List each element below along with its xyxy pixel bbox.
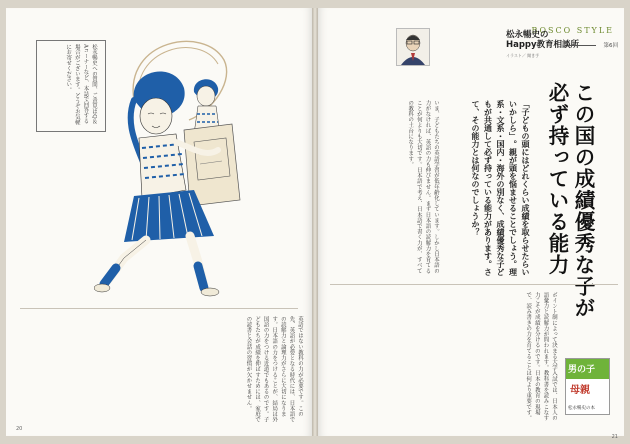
book-note: 松永暢史の本	[568, 406, 595, 411]
headline-line2: 必ず持っている能力	[545, 82, 569, 276]
body-text-right-lower: ボイント制によって決まる大学入試では、日本人の語彙力と読解力が問われます。教科書を読みこなす力こそが成績を分けるのです。日本の教育の現場で、読み書きの力を育てることは何より重要です。	[525, 292, 557, 421]
body-text-right-upper: いま、子どもたちの英語学習が低年齢化しています。しかし日本語の力がなければ、英語の力も伸びません。まず日本語の読解力を育てることが何よりも大切です。日本語で考え、日本語で書く力が、すべての教科の土台になります。	[407, 100, 439, 274]
illustration-girl-running	[94, 30, 264, 300]
issue-number: 第6回	[603, 43, 618, 49]
magazine-brand: BOSCO STYLE	[531, 26, 614, 35]
page-number-left: 20	[16, 426, 23, 432]
book-advertisement	[565, 358, 610, 415]
series-title-block	[506, 30, 618, 66]
credit-line: イラスト／ 聞き手	[506, 53, 540, 58]
series-title-line1: 松永暢史の	[506, 30, 549, 40]
body-text-left: 英語ではない教科の力が必要です。この先、英語が必要となる時代には、日本語での読解力と論理力がさらに大切になります。日本語の力をつけることが、結局は外国語の力をつける近道でもあるのです。子どもたちが成績を伸ばすためには、家庭での読書と会話の習慣が欠かせません。	[245, 316, 303, 423]
series-rule	[568, 45, 596, 46]
book-label-top: 男の子	[568, 365, 596, 375]
left-page	[6, 8, 312, 436]
page-number-right: 21	[611, 434, 618, 440]
headline-line1: この国の成績優秀な子が	[571, 82, 595, 319]
reader-question-caption: 松永暢史への質問、ご意見はQ＆Aコーナーなど、本誌で回答する場合がございます。どうぞお気軽にお寄せください。	[65, 44, 97, 125]
series-title-line2: Happy教育相談所	[506, 40, 580, 50]
lede-text: 「子どもの頭にはどれくらい成績を取らせたらいいかしら」。親が頭を悩ませることでしょう。理系・文系・国内・海外の別なく、成績優秀な子どもが共通して必ず持っている能力があります。さて、その能力とは何なのでしょうか？	[471, 100, 531, 276]
column-divider	[20, 308, 298, 309]
author-portrait	[396, 28, 430, 66]
column-divider-right	[330, 284, 618, 285]
book-label-main: 母親	[570, 385, 590, 396]
